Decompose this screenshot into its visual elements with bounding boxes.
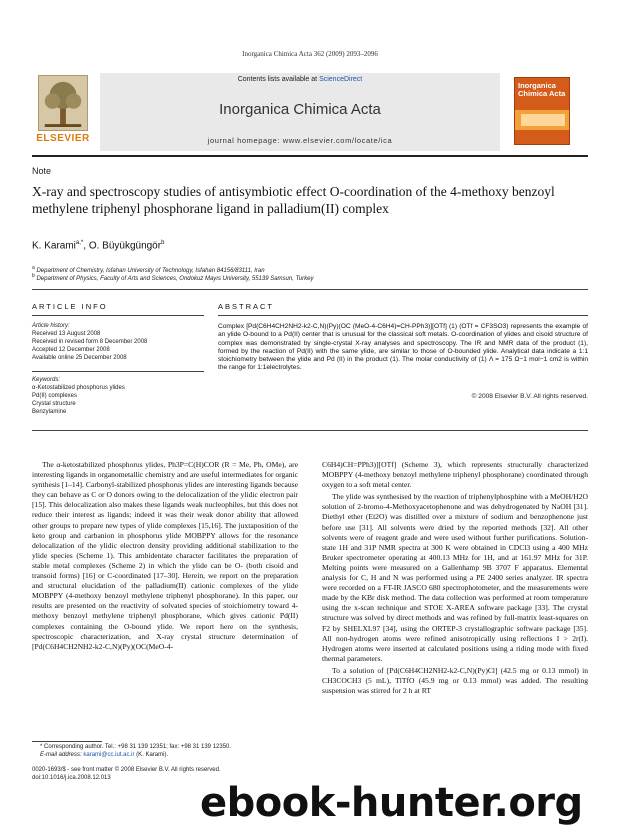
affiliation-mark: b — [32, 273, 35, 279]
journal-homepage[interactable]: journal homepage: www.elsevier.com/locate/ica — [207, 136, 393, 145]
elsevier-wordmark: ELSEVIER — [36, 133, 90, 144]
history-item: Received in revised form 8 December 2008 — [32, 339, 148, 345]
abstract-heading: ABSTRACT — [218, 302, 275, 311]
email-label: E-mail address: — [40, 752, 84, 758]
issn-line: 0020-1693/$ - see front matter © 2008 Elsevier B.V. All rights reserved. — [32, 767, 221, 773]
keyword-item: Pd(II) complexes — [32, 393, 78, 399]
sciencedirect-link[interactable]: ScienceDirect — [319, 76, 363, 83]
abstract-end-rule — [32, 430, 588, 431]
body-column-left — [32, 460, 298, 652]
body-paragraph: To a solution of [Pd(C6H4CH2NH2-k2-C,N)(Py)Cl] (42.5 mg or 0.13 mmol) in CH3COCH3 (5 mL), TlTfO (45.9 mg or 0.13 mmol) was added. The resulting suspension was stirred for 2 h at RT — [322, 665, 588, 696]
corresponding-author-note: * Corresponding author. Tel.: +98 31 139 12351; fax: +98 31 139 12350. — [40, 744, 232, 750]
history-item: Accepted 12 December 2008 — [32, 347, 110, 353]
body-paragraph: C6H4)CH=PPh3)][OTf] (Scheme 3), which represents structurally characterized MOBPPY (4-methoxy benzoyl methylene triphenyl phosphorane) coordinated through oxygen to a soft metal center. — [322, 460, 588, 490]
elsevier-tree-icon — [38, 75, 88, 131]
keywords-label: Keywords: — [32, 377, 61, 383]
affiliation-mark: a — [32, 265, 35, 271]
history-item: Available online 25 December 2008 — [32, 355, 127, 361]
keyword-item: Crystal structure — [32, 401, 76, 407]
affiliation-text: Department of Chemistry, Isfahan University of Technology, Isfahan 84156/83111, Iran — [36, 268, 265, 274]
affiliation-b — [32, 273, 313, 282]
contents-prefix: Contents lists available at — [237, 76, 320, 83]
author-list: K. Karami$^{a,*}$, O. Büyükgüngör$^b$ — [32, 240, 165, 252]
abstract-text: Complex [Pd(C6H4CH2NH2-k2-C,N)(Py)(OC (MeO-4-C6H4)=CH-PPh3)][OTf] (1) (OTf = CF3SO3) represents the example of an ylide O-bound to a Pd(II) center that is unusual for the classical soft metals. O-coordination of ylides and cisoid structure of complex was demonstrated by single-crystal X-ray analyses and spectroscopy. The IR and NMR data of the product (1), formed by the reaction of Pd(II) with the same ylide, are similar to those of O-bounded ylide. Analytical data indicate a 1:1 stoichiometry between the ylide and Pd (II) in the product (1). The molar conductivity of (1) Λ = 175 Ω−1 mol−1 cm2 is within the range for 1:1electrolytes. — [218, 323, 588, 372]
contents-line — [100, 76, 500, 83]
keywords-rule — [32, 371, 204, 372]
copyright-notice: © 2008 Elsevier B.V. All rights reserved. — [471, 393, 588, 400]
running-head: Inorganica Chimica Acta 362 (2009) 2093–2096 — [242, 50, 378, 58]
article-type: Note — [32, 166, 52, 176]
affiliation-text: Department of Physics, Faculty of Arts and Sciences, Ondokuz Mayıs University, 55139 Samsun, Turkey — [36, 276, 314, 282]
body-column-right — [322, 460, 588, 696]
header-rule — [32, 155, 588, 157]
journal-title: Inorganica Chimica Acta — [219, 101, 381, 118]
author-name: K. Karami — [32, 240, 76, 252]
article-info-heading: ARTICLE INFO — [32, 302, 108, 311]
elsevier-logo — [32, 75, 94, 147]
email-note — [40, 752, 168, 758]
cover-title: Inorganica Chimica Acta — [518, 81, 566, 98]
cover-band-inner — [521, 114, 565, 126]
body-paragraph: The ylide was synthesised by the reaction of triphenylphosphine with a MeOH/H2O solution of 2-bromo-4-Methoxyacetophenone and was dehydrogenated by NaOH [31]. Diethyl ether (Et2O) was distilled over a mixture of sodium and benzophenone just before use [31]. All solvents were dried by the reported methods [32]. All other solvents were of reagent grade and were used without further purifications. Solution-state 1H and 31P NMR spectra at 300 K were obtained in CDCl3 using a 400 MHz Bruker spectrometer operating at 400.13 MHz for 1H, and at 161.97 MHz for 31P. Melting points were measured on a Gallenhamp 9B 3707 F apparatus. Elemental analysis for C, H and N was performed using a PE 2400 series analyzer. IR spectra were recorded on a FT-IR JASCO 680 spectrophotometer, and the measurements were made by the KBr disk method. The data collection was performed at room temperature using the x-scan technique and STOE X-AREA software package [33]. The crystal structure was solved by direct methods and was refined by full-matrix least-squares on F2 by SHELXL97 [34], using the ORTEP-3 crystallographic software package [35]. All non-hydrogen atoms were refined anisotropically using reflections I > 2r(I). Hydrogen atoms were inserted at calculated positions using a riding mode with fixed thermal parameters. — [322, 492, 588, 663]
footnote-rule — [32, 741, 102, 742]
history-item: Received 13 August 2008 — [32, 331, 101, 337]
journal-banner — [100, 73, 500, 151]
author-name: O. Büyükgüngör — [88, 240, 162, 252]
affiliation-rule — [32, 289, 588, 290]
doi-line[interactable]: doi:10.1016/j.ica.2008.12.013 — [32, 775, 111, 781]
email-suffix: (K. Karami). — [134, 752, 169, 758]
watermark-text: ebook-hunter.org — [200, 780, 583, 826]
journal-cover-image — [514, 77, 570, 145]
history-label: Article history: — [32, 323, 70, 329]
author-marks: a,* — [75, 240, 84, 246]
abstract-rule — [218, 315, 588, 316]
body-paragraph: The α-ketostabilized phosphorus ylides, Ph3P=C(H)COR (R = Me, Ph, OMe), are interesting ligands in organometallic chemistry and are useful intermediates for organic synthesis [1–14]. Carbonyl-stabilized phosphorus ylides are interesting ligands because they can behave as C or O donors owing to the delocalization of the ylidic electron pair [15]. This delocalization also makes these ligands weak nucleophiles, but this does not reduce their interest as ligands; indeed it was their weak donor ability that allowed other groups to prepare new types of ylide complexes [15,16]. The juxtaposition of the keto group and carbanion in phosphorus ylide MOBPPY allows for the resonance delocalization of the ylidic electron density providing additional stabilization to the ylide species (Scheme 1). This ambidentate character facilitates the preparation of stable metal complexes (Scheme 2) in which the ylide can be O- (both cisoid and transoid forms) [16] or C-coordinated [17–30]. Herein, we report on the preparation and structural elucidation of the palladium(II) cationic complexes of the ylide MOBPPY (4-methoxy benzoyl methylene triphenyl phosphorane). In this paper, our results are presented on the reactivity of solvated species of stoichiometry toward 4-methoxy benzoyl methylene triphenyl phosphorane, which gives cationic Pd(II) complexes containing the O-bound ylide. We report here on the synthesis, spectroscopic characterization, and X-ray crystal structure determination of [Pd(C6H4CH2NH2-k2-C,N)(Py)(OC(MeO-4- — [32, 460, 298, 651]
keyword-item: α-Ketostabilized phosphorus ylides — [32, 385, 125, 391]
article-title: X-ray and spectroscopy studies of antisymbiotic effect O-coordination of the 4-methoxy benzoyl methylene triphenyl phosphorane ligand in palladium(II) complex — [32, 184, 555, 216]
article-info-rule — [32, 315, 204, 316]
keyword-item: Benzylamine — [32, 409, 67, 415]
journal-header — [32, 73, 588, 151]
email-link[interactable]: karami@cc.iut.ac.ir — [83, 752, 135, 758]
author-marks: b — [161, 240, 165, 246]
